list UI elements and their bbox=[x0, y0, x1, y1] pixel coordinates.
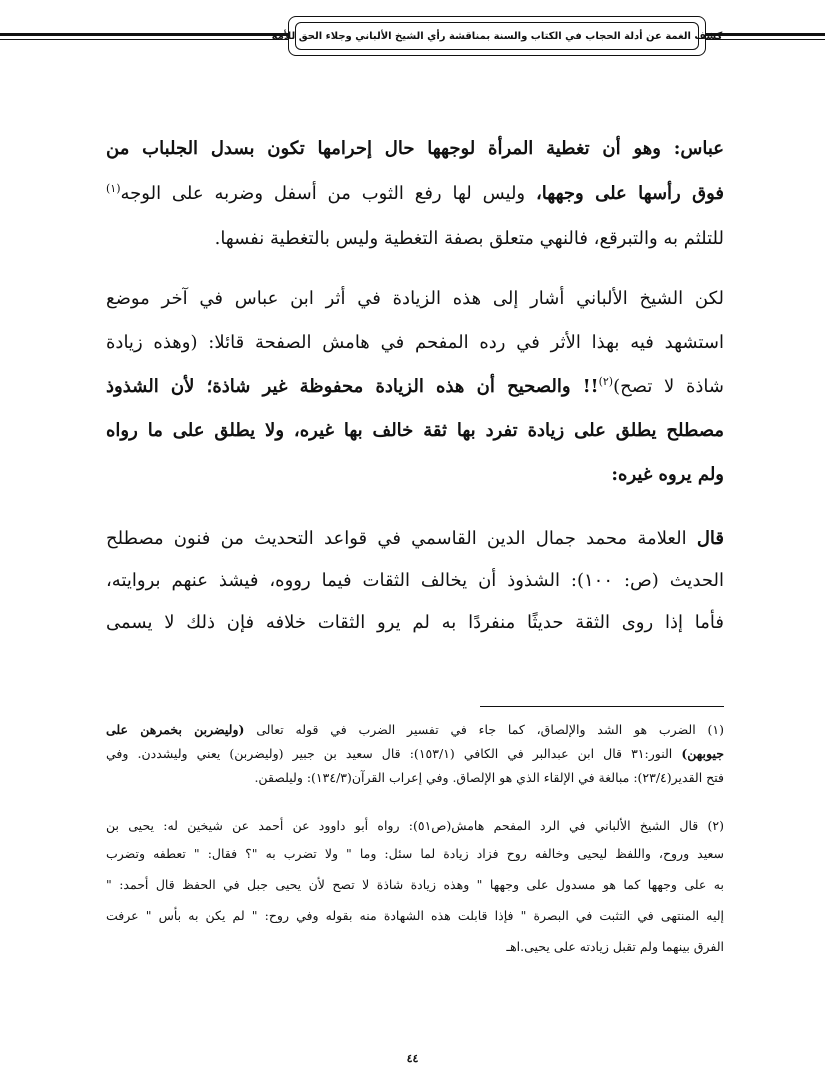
footnote-separator bbox=[480, 706, 724, 707]
footnote-1-line-1-bold: (وليضربن بخمرهن على bbox=[106, 722, 245, 737]
paragraph-3 bbox=[106, 518, 724, 644]
header-rule-right-thin bbox=[706, 39, 825, 40]
paragraph-3-line-1-text: العلامة محمد جمال الدين القاسمي في قواعد التحديث من فنون مصطلح bbox=[106, 528, 687, 549]
page-number: ٤٤ bbox=[406, 1052, 419, 1065]
paragraph-1-line-2-text: وليس لها رفع الثوب من أسفل وضربه على الوجه bbox=[120, 183, 526, 204]
running-header-title: كشف الغمة عن أدلة الحجاب في الكتاب والسنة بمناقشة رأي الشيخ الألباني وجلاء الحق للأمة bbox=[295, 22, 699, 50]
paragraph-3-line-3: فأما إذا روى الثقة حديثًا منفردًا به لم يرو الثقات خلافه فإن ذلك لا يسمى bbox=[106, 612, 724, 633]
footnote-2-line-5: الفرق بينهما ولم تقبل زيادته على يحيى.اهـ bbox=[506, 939, 724, 954]
footnote-1-line-2-text: النور:٣١ قال ابن عبدالبر في الكافي (١٥٣/١): قال سعيد بن جبير (وليضربن) يعني وليشددن. وفي bbox=[106, 746, 673, 761]
footnote-1-line-2 bbox=[106, 742, 724, 766]
footnote-1-line-3: فتح القدير(٢٣/٤): مبالغة في الإلقاء الذي هو الإلصاق. وفي إعراب القرآن(١٣٤/٣): وليلصقن. bbox=[254, 770, 724, 785]
footnote-2-line-2: سعيد وروح، واللفظ ليحيى وخالفه روح فزاد زيادة لما سئل: وما " ولا تضرب به "؟ فقال: " تعطفه وتضرب bbox=[106, 846, 724, 861]
footnote-1 bbox=[106, 718, 724, 790]
paragraph-2-line-3 bbox=[106, 365, 724, 409]
paragraph-2 bbox=[106, 277, 724, 497]
paragraph-3-line-1 bbox=[106, 518, 724, 560]
footnote-1-line-1-text: (١) الضرب هو الشد والإلصاق، كما جاء في تفسير الضرب في قوله تعالى bbox=[256, 722, 724, 737]
header-rule-right-thick bbox=[706, 33, 825, 36]
paragraph-1-line-2 bbox=[106, 171, 724, 216]
footnote-1-line-2-bold: جيوبهن) bbox=[681, 746, 724, 761]
header-rule-left-thin bbox=[0, 39, 288, 40]
paragraph-1 bbox=[106, 126, 724, 261]
paragraph-2-line-4: مصطلح يطلق على زيادة تفرد بها ثقة خالف بها غيره، ولا يطلق على ما رواه bbox=[106, 420, 724, 441]
paragraph-1-line-1: عباس: وهو أن تغطية المرأة لوجهها حال إحرامها تكون بسدل الجلباب من bbox=[106, 138, 724, 159]
paragraph-2-line-3-text: شاذة لا تصح) bbox=[613, 376, 724, 397]
header-frame bbox=[271, 16, 723, 56]
footnote-ref-1[interactable]: (١) bbox=[106, 182, 121, 195]
footnote-ref-2[interactable]: (٢) bbox=[598, 375, 614, 388]
footnote-2-line-4: إليه المنتهى في التثبت في البصرة " فإذا قابلت هذه الشهادة منه بقوله وفي روح: " لم يكن به بأس " عرفت bbox=[106, 908, 724, 923]
header-rule-left-thick bbox=[0, 33, 288, 36]
footnote-1-line-1 bbox=[106, 718, 724, 742]
paragraph-2-line-1: لكن الشيخ الألباني أشار إلى هذه الزيادة في أثر ابن عباس في آخر موضع bbox=[106, 288, 724, 309]
footnote-2-line-3: به على وجهها كما هو مسدول على وجهها " وهذه زيادة شاذة لا تصح لأن يحيى جبل في الحفظ قال أحمد: " bbox=[106, 877, 724, 892]
paragraph-3-line-2: الحديث (ص: ١٠٠): الشذوذ أن يخالف الثقات فيما رووه، فيشذ عنهم بروايته، bbox=[106, 570, 724, 591]
paragraph-1-line-2-bold: فوق رأسها على وجهها، bbox=[535, 183, 724, 204]
paragraph-2-line-2: استشهد فيه بهذا الأثر في رده المفحم في هامش الصفحة قائلا: (وهذه زيادة bbox=[106, 332, 724, 353]
paragraph-2-line-3-bold: !! والصحيح أن هذه الزيادة محفوظة غير شاذة؛ لأن الشذوذ bbox=[106, 376, 599, 397]
footnote-2-line-1: (٢) قال الشيخ الألباني في الرد المفحم هامش(ص٥١): رواه أبو داوود عن أحمد عن شيخين له: يحيى بن bbox=[106, 818, 724, 833]
footnote-2 bbox=[106, 814, 724, 962]
paragraph-2-line-5: ولم يروه غيره: bbox=[611, 464, 724, 485]
paragraph-3-line-1-bold: قال bbox=[696, 528, 724, 549]
paragraph-1-line-3: للتلثم به والتبرقع، فالنهي متعلق بصفة التغطية وليس بالتغطية نفسها. bbox=[214, 228, 724, 249]
